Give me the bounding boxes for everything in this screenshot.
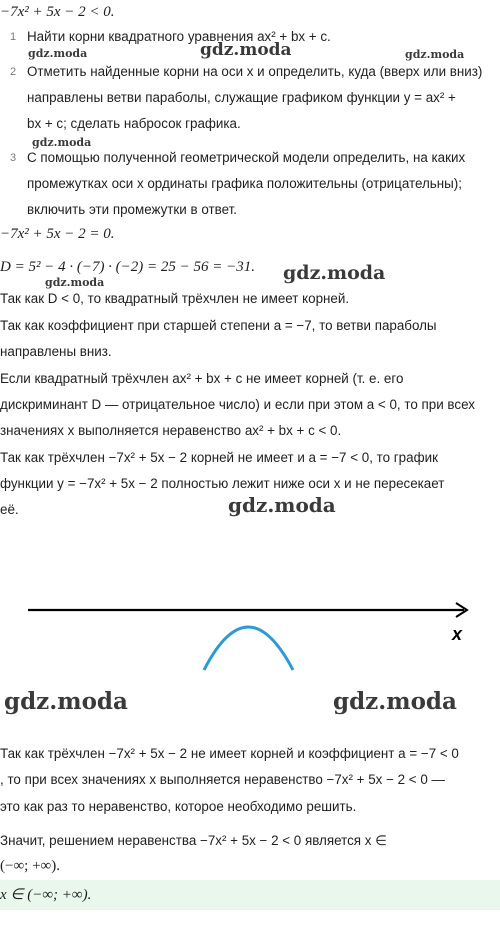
watermark: gdz.moda xyxy=(28,47,88,60)
watermark: gdz.moda xyxy=(228,493,336,517)
paragraph-line: Так как коэффициент при старшей степени a = −7, то ветви параболы xyxy=(0,318,437,333)
paragraph-line: (−∞; +∞). xyxy=(0,858,60,874)
paragraph-line: значениях x выполняется неравенство ax² + bx + c < 0. xyxy=(0,423,342,438)
step-text: Найти корни квадратного уравнения ax² + bx + c. xyxy=(27,29,331,44)
step-number: 2 xyxy=(10,66,17,78)
watermark: gdz.moda xyxy=(333,688,457,715)
discriminant: D = 5² − 4 · (−7) · (−2) = 25 − 56 = −31. xyxy=(0,259,256,275)
paragraph-line: Так как D < 0, то квадратный трёхчлен не имеет корней. xyxy=(0,291,350,306)
axis-label-x: x xyxy=(452,624,463,644)
step-text: включить эти промежутки в ответ. xyxy=(27,202,237,217)
parabola-graph xyxy=(0,590,500,690)
watermark: gdz.moda xyxy=(200,40,292,60)
step-text: направлены ветви параболы, служащие графиком функции y = ax² + xyxy=(27,90,456,105)
equation: −7x² + 5x − 2 = 0. xyxy=(0,226,115,242)
step-text: bx + c; сделать набросок графика. xyxy=(27,116,241,131)
paragraph-line: её. xyxy=(0,502,19,517)
parabola-curve xyxy=(204,627,293,670)
paragraph-line: это как раз то неравенство, которое необходимо решить. xyxy=(0,799,357,814)
watermark: gdz.moda xyxy=(4,688,128,715)
step-number: 1 xyxy=(10,31,17,43)
watermark: gdz.moda xyxy=(283,262,386,284)
paragraph-line: , то при всех значениях x выполняется неравенство −7x² + 5x − 2 < 0 — xyxy=(0,772,445,787)
paragraph-line: функции y = −7x² + 5x − 2 полностью лежит ниже оси x и не пересекает xyxy=(0,476,445,491)
watermark: gdz.moda xyxy=(405,48,465,61)
watermark: gdz.moda xyxy=(45,276,105,289)
step-text: С помощью полученной геометрической модели определить, на каких xyxy=(27,150,466,165)
paragraph-line: Так как трёхчлен −7x² + 5x − 2 корней не имеет и a = −7 < 0, то график xyxy=(0,450,438,465)
paragraph-line: дискриминант D — отрицательное число) и если при этом a < 0, то при всех xyxy=(0,397,475,412)
step-number: 3 xyxy=(10,152,17,164)
answer: x ∈ (−∞; +∞). xyxy=(0,887,92,903)
inequality: −7x² + 5x − 2 < 0. xyxy=(0,4,115,20)
paragraph-line: Значит, решением неравенства −7x² + 5x − 2 < 0 является x ∈ xyxy=(0,833,387,848)
paragraph-line: Так как трёхчлен −7x² + 5x − 2 не имеет корней и коэффициент a = −7 < 0 xyxy=(0,746,459,761)
paragraph-line: направлены вниз. xyxy=(0,344,112,359)
paragraph-line: Если квадратный трёхчлен ax² + bx + c не имеет корней (т. е. его xyxy=(0,371,404,386)
watermark: gdz.moda xyxy=(32,136,92,149)
step-text: Отметить найденные корни на оси x и определить, куда (вверх или вниз) xyxy=(27,64,483,79)
step-text: промежутках оси x ординаты графика положительны (отрицательны); xyxy=(27,176,462,191)
